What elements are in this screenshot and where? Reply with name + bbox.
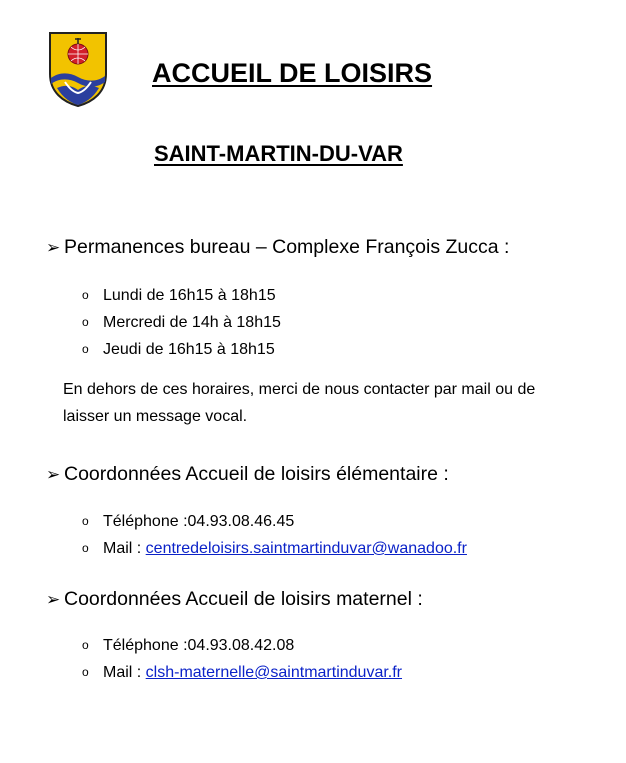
list-item: o Jeudi de 16h15 à 18h15 xyxy=(82,336,281,363)
list-item: o Mercredi de 14h à 18h15 xyxy=(82,309,281,336)
section-heading-permanences xyxy=(46,236,509,259)
phone-number: 04.93.08.42.08 xyxy=(187,637,295,654)
list-item: o Lundi de 16h15 à 18h15 xyxy=(82,282,281,309)
page-subtitle: SAINT-MARTIN-DU-VAR xyxy=(154,141,403,166)
arrow-bullet-icon: ➢ xyxy=(46,590,61,609)
contact-list-elementaire xyxy=(82,508,467,562)
contact-list-maternel xyxy=(82,632,402,686)
circle-bullet-icon: o xyxy=(82,315,89,329)
list-item: o Téléphone : 04.93.08.42.08 xyxy=(82,632,402,659)
circle-bullet-icon: o xyxy=(82,541,89,555)
list-item: o Mail : centredeloisirs.saintmartinduvar@wanadoo.fr xyxy=(82,535,467,562)
section-heading-text: Coordonnées Accueil de loisirs élémentaire : xyxy=(64,463,449,485)
section-heading-maternel xyxy=(46,588,423,611)
page-title: ACCUEIL DE LOISIRS xyxy=(152,58,433,88)
arrow-bullet-icon: ➢ xyxy=(46,238,61,257)
section-heading-text: Coordonnées Accueil de loisirs maternel : xyxy=(64,588,423,610)
list-item: o Mail : clsh-maternelle@saintmartinduvar.fr xyxy=(82,659,402,686)
circle-bullet-icon: o xyxy=(82,342,89,356)
phone-number: 04.93.08.46.45 xyxy=(187,513,295,530)
arrow-bullet-icon: ➢ xyxy=(46,465,61,484)
circle-bullet-icon: o xyxy=(82,288,89,302)
section-heading-text: Permanences bureau – Complexe François Zucca : xyxy=(64,236,510,258)
section-heading-elementaire xyxy=(46,463,449,486)
list-item: o Téléphone : 04.93.08.46.45 xyxy=(82,508,467,535)
circle-bullet-icon: o xyxy=(82,514,89,528)
email-link[interactable]: clsh-maternelle@saintmartinduvar.fr xyxy=(145,664,403,681)
circle-bullet-icon: o xyxy=(82,638,89,652)
email-link[interactable]: centredeloisirs.saintmartinduvar@wanadoo.fr xyxy=(145,540,467,557)
coat-of-arms-icon xyxy=(47,30,109,108)
circle-bullet-icon: o xyxy=(82,665,89,679)
hours-list xyxy=(82,282,281,363)
contact-note: En dehors de ces horaires, merci de nous contacter par mail ou de laisser un message vocal. xyxy=(63,381,536,425)
